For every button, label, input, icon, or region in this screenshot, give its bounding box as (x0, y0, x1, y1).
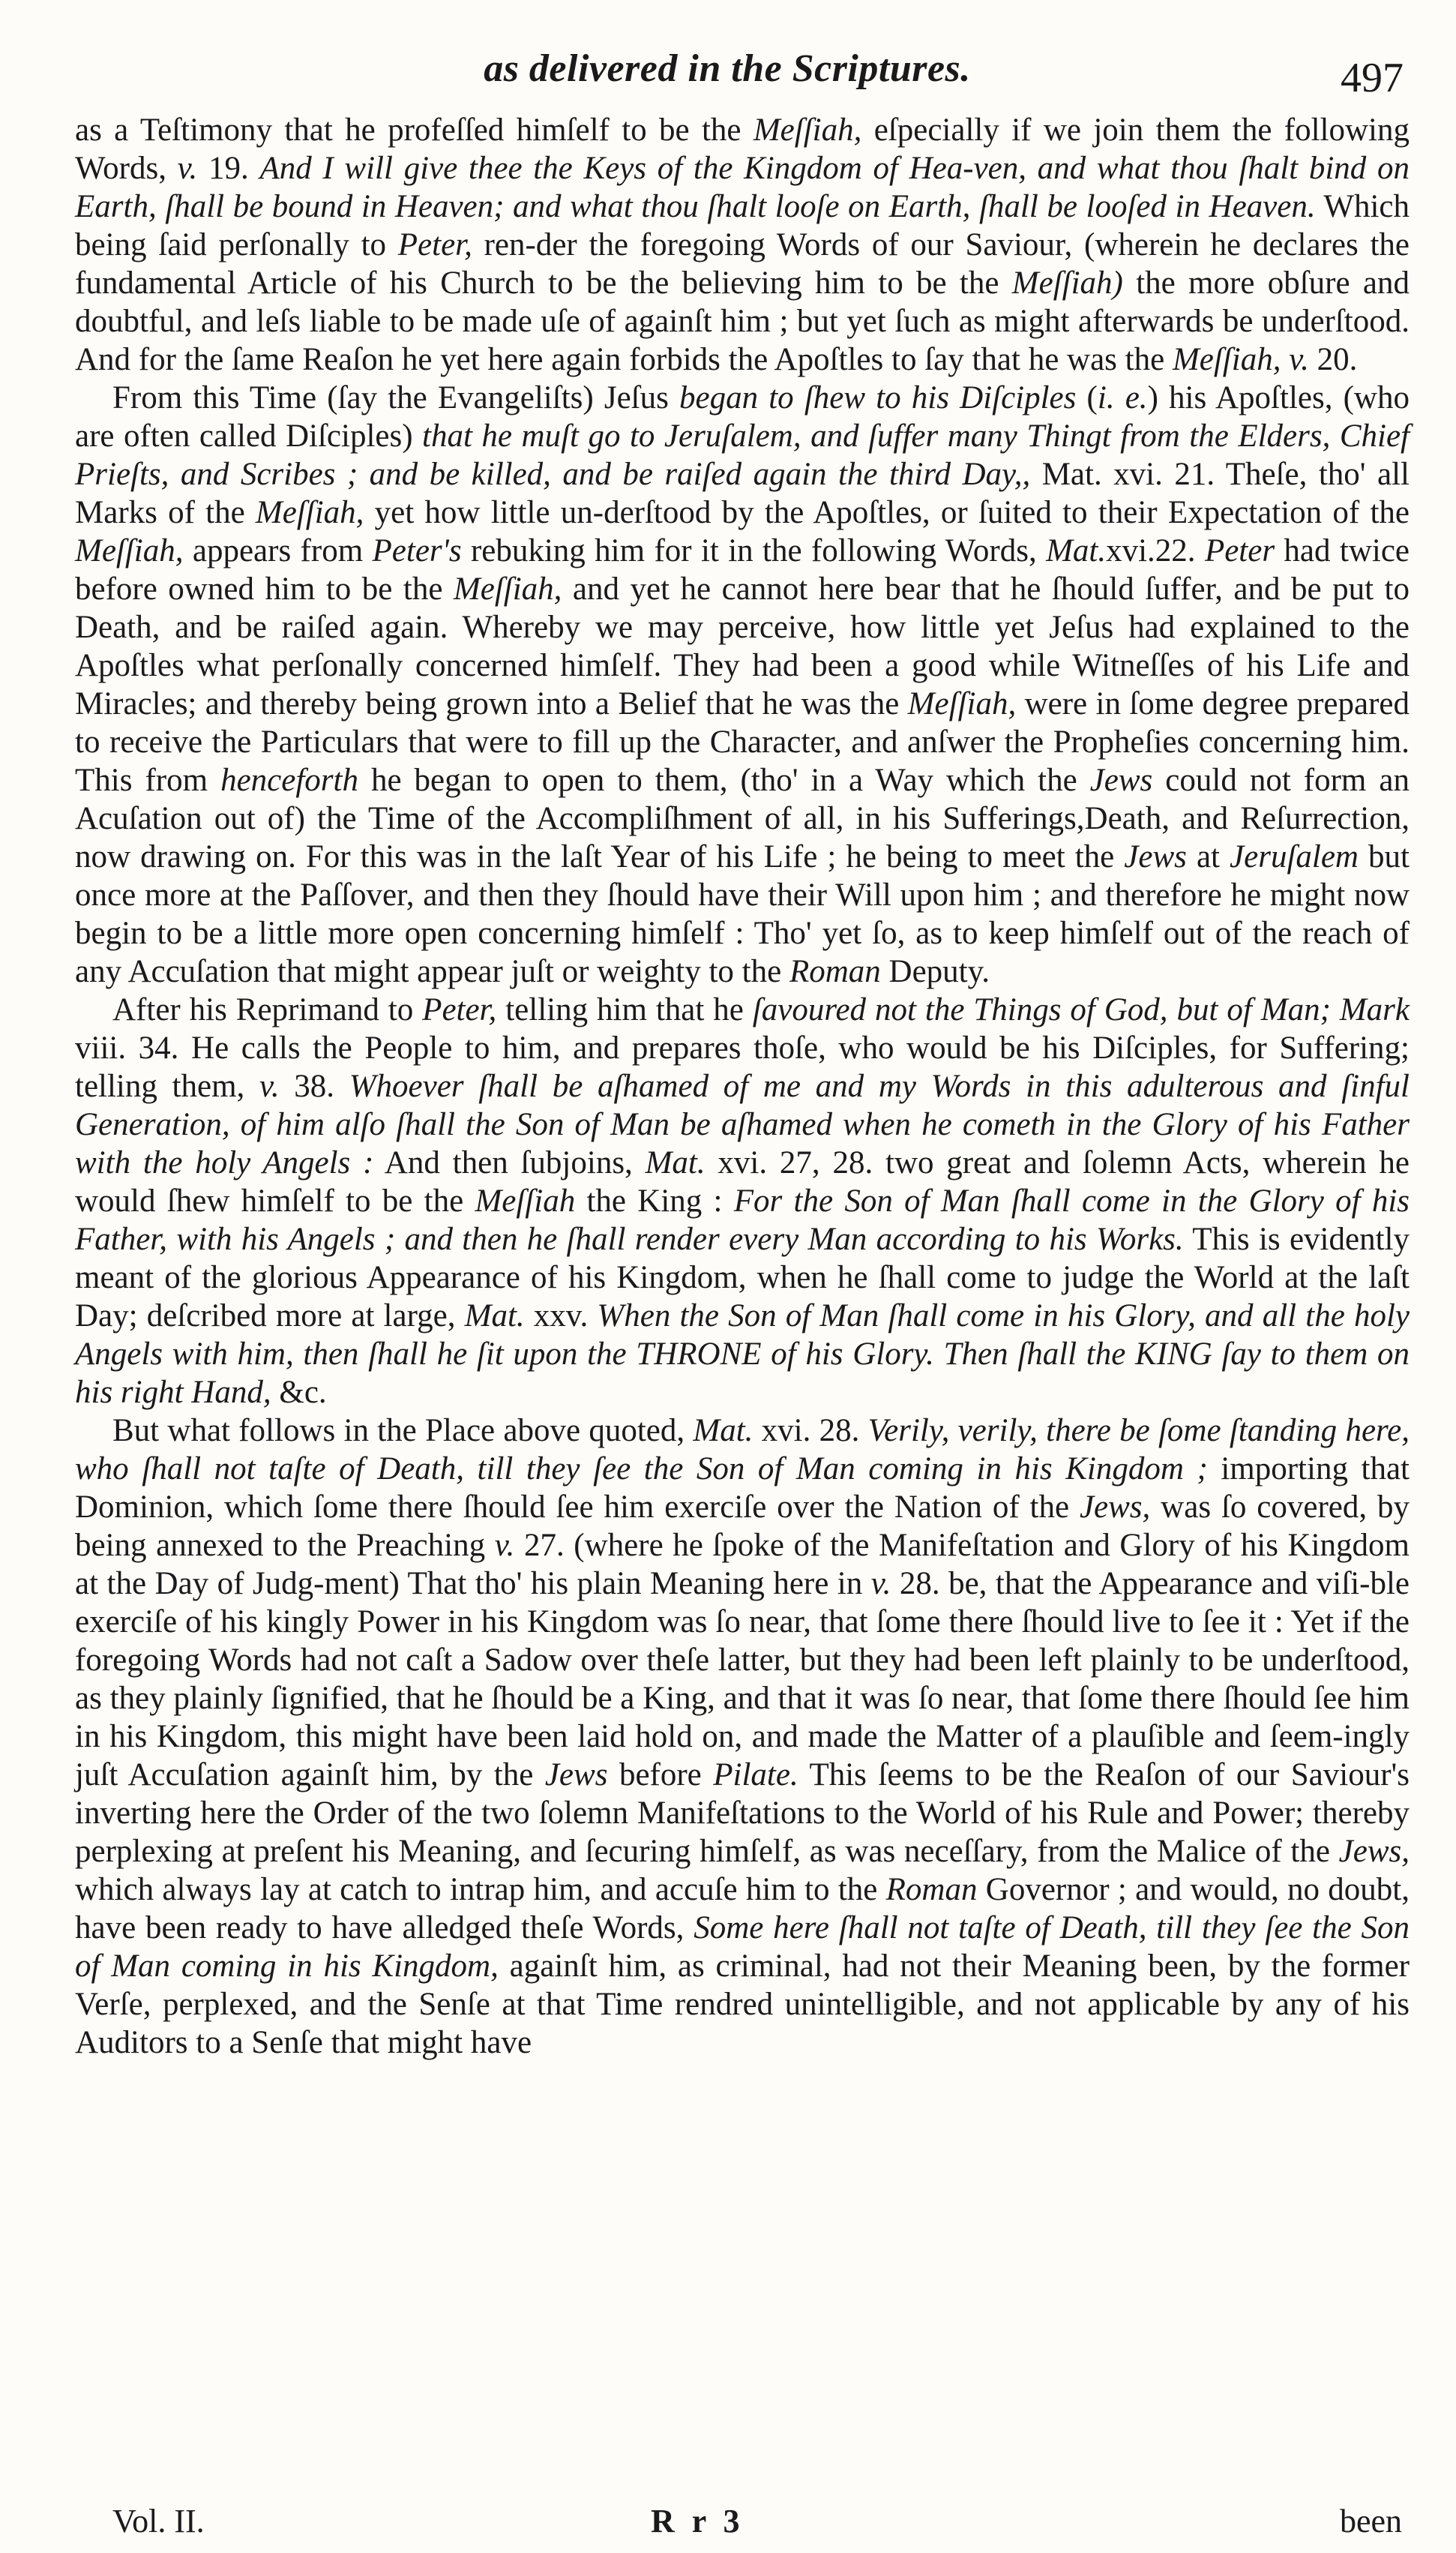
text-run: Deputy. (880, 954, 990, 989)
italic-text: Meſſiah, (75, 533, 184, 568)
italic-text: Mat. (693, 1413, 753, 1448)
page-number: 497 (1341, 55, 1404, 101)
text-run: Mat. xvi. 21. Theſe, tho' all Marks of the (75, 457, 1410, 530)
signature-mark: R r 3 (651, 2503, 744, 2540)
text-run: eſpecially if we join them the following Words, (75, 112, 1410, 186)
text-run: ren-der the foregoing Words of our Saviour, (wherein he declares the fundamental Article of his Church to be the believing him to be the (75, 227, 1410, 301)
text-run: rebuking him for it in the following Words, (461, 533, 1047, 568)
paragraph (75, 1412, 1410, 2062)
text-run: And then ſubjoins, (373, 1145, 646, 1180)
italic-text: Peter (1204, 533, 1275, 568)
text-run: From this Time (ſay the Evangeliſts) Jeſus (112, 380, 679, 416)
text-run: the King : (575, 1184, 734, 1219)
text-run: and yet he cannot here bear that he ſhould ſuffer, and be put to Death, and be raiſed again. Whereby we may perceive, how little yet Jeſus had explained to the Apoſtles what perſonally concerned himſelf. They had been a good while Witneſſes of his Life and Miracles; and thereby being grown into a Belief that he was the (75, 572, 1410, 722)
text-run: telling him that he (496, 992, 753, 1028)
italic-text: Roman (885, 1872, 978, 1907)
text-run: 38. (279, 1069, 349, 1104)
text-run: appears from (183, 533, 373, 568)
text-run: viii. 34. He calls the People to him, and prepares thoſe, who would be his Diſciples, for Suffering; telling them, (75, 1030, 1410, 1104)
text-run: xvi. 28. (753, 1413, 868, 1448)
italic-text: i. e. (1097, 380, 1148, 416)
italic-text: Jews (1124, 839, 1187, 874)
italic-text: Mat. (1046, 533, 1107, 568)
text-run: before (607, 1757, 714, 1792)
text-run: 20. (1308, 342, 1358, 377)
text-run: as a Teſtimony that he profeſſed himſelf to be the (75, 112, 753, 148)
text-run: After his Reprimand to (112, 992, 423, 1028)
italic-text: v. (870, 1566, 891, 1601)
italic-text: Meſſiah, v. (1172, 342, 1309, 377)
italic-text: Peter's (372, 533, 462, 568)
italic-text: that he muſt go to Jeruſalem, and ſuffer many Thingt from the Elders, Chief Prieſts, and Scribes ; and be killed, and be raiſed again the third Day,, (75, 418, 1410, 492)
italic-text: Meſſiah, (753, 112, 862, 148)
text-run: This ſeems to be the Reaſon of our Saviour's inverting here the Order of the two ſolemn Manifeſtations to the World of his Rule and Power; thereby perplexing at preſent his Meaning, and ſecuring himſelf, as was neceſſary, from the Malice of the (75, 1757, 1410, 1869)
text-run: xxv. (524, 1298, 598, 1334)
italic-text: Jews, (1079, 1490, 1151, 1525)
italic-text: v. (259, 1069, 280, 1104)
italic-text: Meſſiah, (907, 686, 1017, 722)
text-run: the more obſure and doubtful, and leſs liable to be made uſe of againſt him ; but yet ſuch as might afterwards be underſtood. And for the ſame Reaſon he yet here again forbids the Apoſtles to ſay that he was the (75, 266, 1410, 377)
text-run: were in ſome degree prepared to receive the Particulars that were to fill up the Character, and anſwer the Propheſies concerning him. This from (75, 686, 1410, 798)
volume-label: Vol. II. (112, 2503, 205, 2540)
paragraph (75, 379, 1410, 991)
italic-text: And I will give thee the Keys of the Kingdom of Hea-ven, and what thou ſhalt bind on Earth, ſhall be bound in Heaven; and what thou ſhalt looſe on Earth, ſhall be looſed in Heaven. (75, 151, 1410, 224)
italic-text: Meſſiah, (453, 572, 562, 607)
italic-text: Meſſiah, (255, 495, 364, 530)
italic-text: Peter, (397, 227, 472, 262)
text-run: againſt him, as criminal, had not their Meaning been, by the former Verſe, perplexed, and the Senſe at that Time rendred unintelligible, and not applicable by any of his Auditors to a Senſe that might have (75, 1948, 1410, 2060)
italic-text: Whoever ſhall be aſhamed of me and my Words in this adulterous and ſinful Generation, of him alſo ſhall the Son of Man be aſhamed when he cometh in the Glory of his Father with the holy Angels : (75, 1069, 1410, 1180)
italic-text: began to ſhew to his Diſciples (679, 380, 1077, 416)
italic-text: Verily, verily, there be ſome ſtanding here, who ſhall not taſte of Death, till they ſee the Son of Man coming in his Kingdom ; (75, 1413, 1410, 1486)
text-run: he began to open to them, (tho' in a Way which the (358, 763, 1090, 798)
text-run: Governor ; and would, no doubt, have been ready to have alledged theſe Words, (75, 1872, 1410, 1946)
text-run: This is evidently meant of the glorious Appearance of his Kingdom, when he ſhall come to judge the World at the laſt Day; deſcribed more at large, (75, 1222, 1410, 1334)
text-run: but once more at the Paſſover, and then they ſhould have their Will upon him ; and therefore he might now begin to be a little more open concerning himſelf : Tho' yet ſo, as to keep himſelf out of the reach of any Accuſation that might appear juſt or weighty to the (75, 839, 1410, 989)
italic-text: Meſſiah) (1011, 266, 1123, 301)
text-run: 27. (where he ſpoke of the Manifeſtation and Glory of his Kingdom at the Day of Judg-ment) That tho' his plain Meaning here in (75, 1528, 1410, 1601)
italic-text: Peter, (422, 992, 497, 1028)
text-run: ( (1076, 380, 1098, 416)
italic-text: henceforth (220, 763, 358, 798)
running-title: as delivered in the Scriptures. (484, 47, 971, 90)
text-run: had twice before owned him to be the (75, 533, 1410, 607)
italic-text: v. (494, 1528, 515, 1563)
italic-text: Roman (789, 954, 881, 989)
italic-text: ſavoured not the Things of God, but of Man; Mark (752, 992, 1410, 1028)
text-run: xvi. 27, 28. two great and ſolemn Acts, wherein he would ſhew himſelf to be the (75, 1145, 1410, 1219)
italic-text: Jews, (1338, 1834, 1410, 1869)
text-run: could not form an Acuſation out of) the Time of the Accompliſhment of all, in his Sufferings,Death, and Reſurrection, now drawing on. For this was in the laſt Year of his Life ; he being to meet the (75, 763, 1410, 874)
italic-text: Jews (1089, 763, 1153, 798)
italic-text: Jeruſalem (1230, 839, 1359, 874)
body-text (75, 111, 1410, 2062)
text-run: was ſo covered, by being annexed to the Preaching (75, 1490, 1410, 1563)
text-run: yet how little un-derſtood by the Apoſtles, or ſuited to their Expectation of the (364, 495, 1410, 530)
italic-text: When the Son of Man ſhall come in his Glory, and all the holy Angels with him, then ſhall he ſit upon the THRONE of his Glory. Then ſhall the KING ſay to them on his right Hand, (75, 1298, 1410, 1410)
text-run: importing that Dominion, which ſome there ſhould ſee him exerciſe over the Nation of the (75, 1451, 1410, 1525)
text-run: &c. (271, 1375, 327, 1410)
italic-text: Pilate. (713, 1757, 798, 1792)
paragraph (75, 991, 1410, 1412)
text-run: Which being ſaid perſonally to (75, 189, 1410, 262)
italic-text: Meſſiah (475, 1184, 576, 1219)
text-run: 28. be, that the Appearance and viſi-ble exerciſe of his kingly Power in his Kingdom was ſo near, that ſome there ſhould live to ſee it : Yet if the foregoing Words had not caſt a Sadow over theſe latter, but they had been left plainly to be underſtood, as they plainly ſignified, that he ſhould be a King, and that it was ſo near, that ſome there ſhould ſee him in his Kingdom, this might have been laid hold on, and made the Matter of a plauſible and ſeem-ingly juſt Accuſation againſt him, by the (75, 1566, 1410, 1792)
text-run: at (1186, 839, 1230, 874)
text-run: xvi.22. (1106, 533, 1205, 568)
paragraph (75, 111, 1410, 379)
italic-text: Jews (544, 1757, 608, 1792)
italic-text: Mat. (645, 1145, 706, 1180)
text-run: But what follows in the Place above quoted, (112, 1413, 694, 1448)
page-footer (112, 2502, 1402, 2544)
text-run: which always lay at catch to intrap him, and accuſe him to the (75, 1872, 886, 1907)
text-run: 19. (197, 151, 260, 186)
italic-text: Mat. (464, 1298, 525, 1334)
text-run: ) his Apoſtles, (who are often called Diſciples) (75, 380, 1410, 454)
italic-text: v. (177, 151, 198, 186)
italic-text: For the Son of Man ſhall come in the Glory of his Father, with his Angels ; and then he ſhall render every Man according to his Works. (75, 1184, 1410, 1257)
catchword: been (1339, 2503, 1402, 2540)
italic-text: Some here ſhall not taſte of Death, till they ſee the Son of Man coming in his Kingdom, (75, 1910, 1410, 1984)
